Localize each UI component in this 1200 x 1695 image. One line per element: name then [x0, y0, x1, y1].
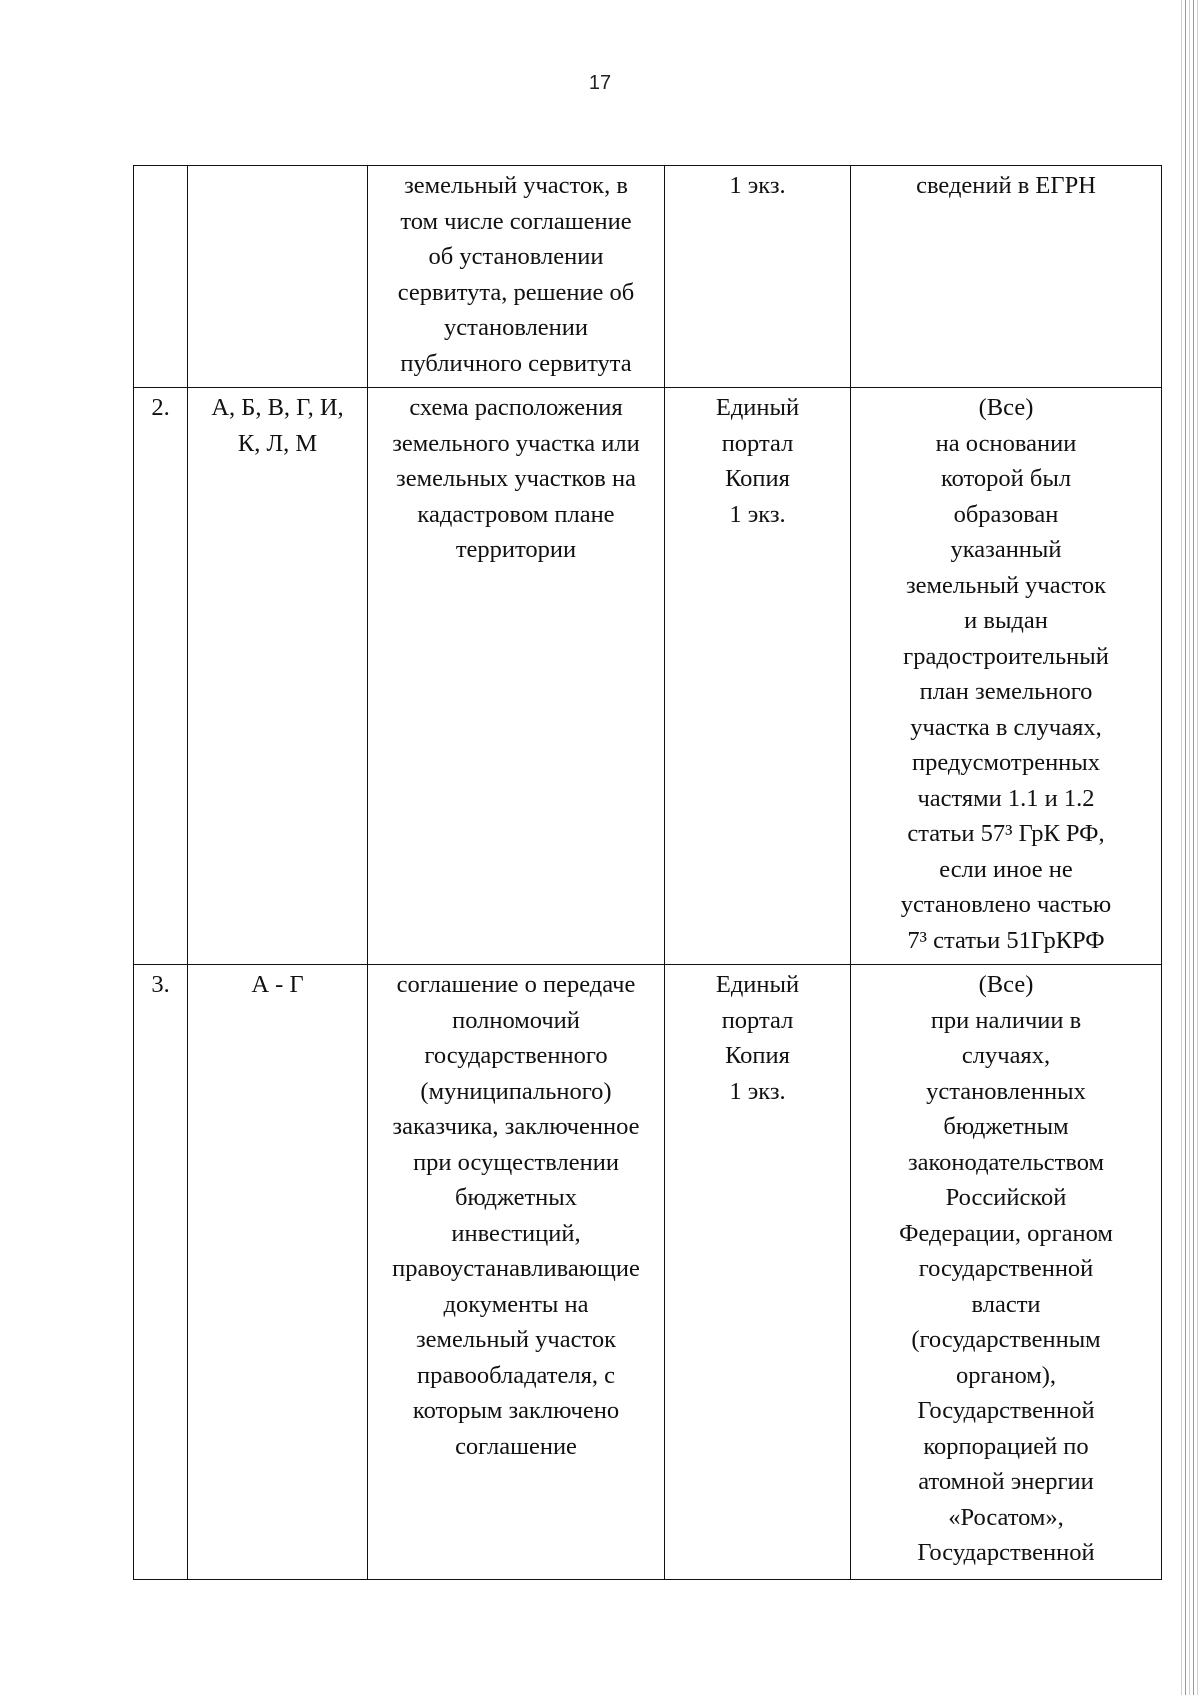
applicant-codes-cell: А, Б, В, Г, И, К, Л, М [188, 388, 368, 965]
applicant-codes-cell: А - Г [188, 965, 368, 1580]
document-form-cell: Единый портал Копия 1 экз. [665, 388, 851, 965]
applicant-codes-cell [188, 166, 368, 388]
row-number-cell: 2. [134, 388, 188, 965]
table-row [134, 166, 1162, 388]
condition-cell: (Все) на основании которой был образован указанный земельный участок и выдан градостроительный план земельного участка в случаях, предусмотренных частями 1.1 и 1.2 статьи 57³ ГрК РФ, если иное не установлено частью 7³ статьи 51ГрКРФ [851, 388, 1162, 965]
document-name-cell: земельный участок, в том числе соглашение об установлении сервитута, решение об установлении публичного сервитута [368, 166, 665, 388]
table-row [134, 388, 1162, 965]
document-form-cell: 1 экз. [665, 166, 851, 388]
documents-table [133, 165, 1162, 1580]
row-number-cell [134, 166, 188, 388]
document-name-cell: схема расположения земельного участка или земельных участков на кадастровом плане территории [368, 388, 665, 965]
document-name-cell: соглашение о передаче полномочий государственного (муниципального) заказчика, заключенное при осуществлении бюджетных инвестиций, правоустанавливающие документы на земельный участок правообладателя, с которым заключено соглашение [368, 965, 665, 1580]
condition-cell: (Все) при наличии в случаях, установленных бюджетным законодательством Российской Федерации, органом государственной власти (государственным органом), Государственной корпорацией по атомной энергии «Росатом», Государственной [851, 965, 1162, 1580]
row-number-cell: 3. [134, 965, 188, 1580]
page-number: 17 [588, 72, 612, 94]
scan-edge-decoration [1178, 0, 1200, 1695]
table-row [134, 965, 1162, 1580]
condition-cell: сведений в ЕГРН [851, 166, 1162, 388]
document-form-cell: Единый портал Копия 1 экз. [665, 965, 851, 1580]
